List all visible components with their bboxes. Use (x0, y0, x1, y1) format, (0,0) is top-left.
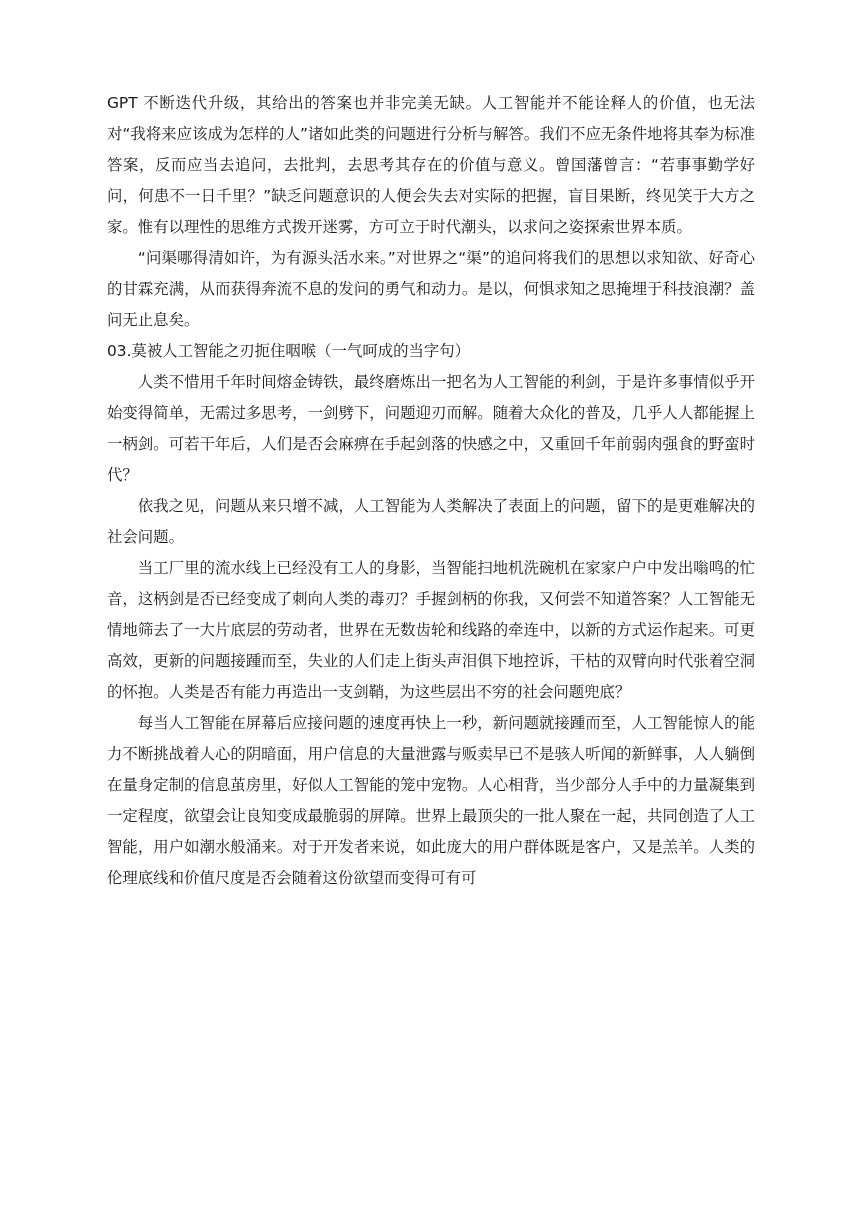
paragraph: 当工厂里的流水线上已经没有工人的身影，当智能扫地机洗碗机在家家户户中发出嗡鸣的忙音，这柄剑是否已经变成了刺向人类的毒刃？手握剑柄的你我，又何尝不知道答案？人工智能无情地筛去了一大片底层的劳动者，世界在无数齿轮和线路的牵连中，以新的方式运作起来。可更高效，更新的问题接踵而至，失业的人们走上街头声泪俱下地控诉，干枯的双臂向时代张着空洞的怀抱。人类是否有能力再造出一支剑鞘，为这些层出不穷的社会问题兜底？ (107, 559, 755, 701)
paragraph: 依我之见，问题从来只增不减，人工智能为人类解决了表面上的问题，留下的是更难解决的社会问题。 (107, 497, 755, 546)
paragraph: 每当人工智能在屏幕后应接问题的速度再快上一秒，新问题就接踵而至，人工智能惊人的能力不断挑战着人心的阴暗面，用户信息的大量泄露与贩卖早已不是骇人听闻的新鲜事，人人躺倒在量身定制的信息茧房里，好似人工智能的笼中宠物。人心相背，当少部分人手中的力量凝集到一定程度，欲望会让良知变成最脆弱的屏障。世界上最顶尖的一批人聚在一起，共同创造了人工智能，用户如潮水般涌来。对于开发者来说，如此庞大的用户群体既是客户，又是羔羊。人类的伦理底线和价值尺度是否会随着这份欲望而变得可有可 (107, 714, 755, 887)
section-title: 03.莫被人工智能之刃扼住咽喉（一气呵成的当字句） (107, 342, 471, 360)
document-body (107, 88, 755, 894)
paragraph: “问渠哪得清如许，为有源头活水来。”对世界之“渠”的追问将我们的思想以求知欲、好奇心的甘霖充满，从而获得奔流不息的发问的勇气和动力。是以，何惧求知之思掩埋于科技浪潮？盖问无止息矣。 (107, 249, 755, 329)
paragraph: GPT 不断迭代升级，其给出的答案也并非完美无缺。人工智能并不能诠释人的价值，也无法对“我将来应该成为怎样的人”诸如此类的问题进行分析与解答。我们不应无条件地将其奉为标准答案，反而应当去追问，去批判，去思考其存在的价值与意义。曾国藩曾言：“若事事勤学好问，何患不一日千里？”缺乏问题意识的人便会失去对实际的把握，盲目果断，终见笑于大方之家。惟有以理性的思维方式拨开迷雾，方可立于时代潮头，以求问之姿探索世界本质。 (107, 94, 755, 236)
paragraph: 人类不惜用千年时间熔金铸铁，最终磨炼出一把名为人工智能的利剑，于是许多事情似乎开始变得简单，无需过多思考，一剑劈下，问题迎刃而解。随着大众化的普及，几乎人人都能握上一柄剑。可若干年后，人们是否会麻痹在手起剑落的快感之中，又重回千年前弱肉强食的野蛮时代？ (107, 373, 755, 484)
